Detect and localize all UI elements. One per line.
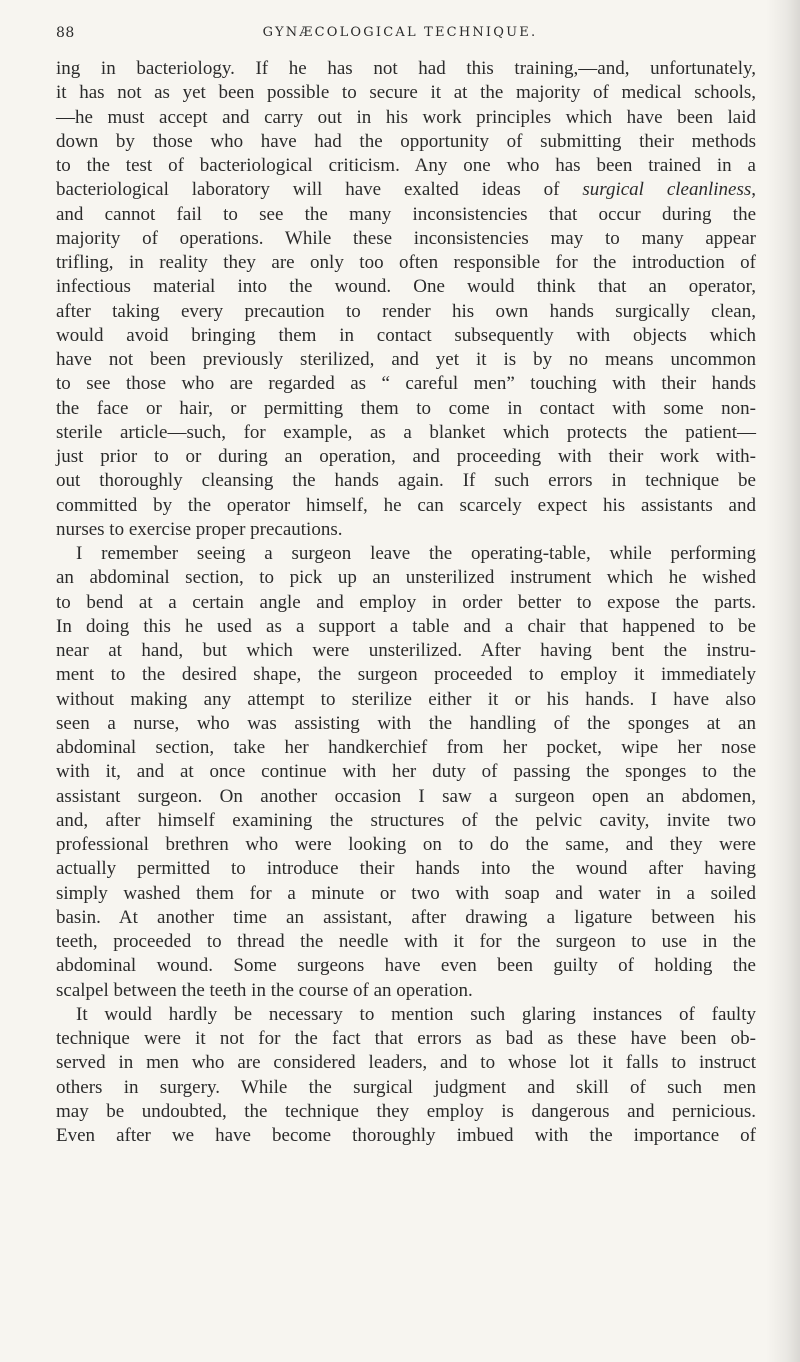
text-line: near at hand, but which were unsterilized. After having bent the instru-: [56, 640, 756, 661]
text-line: would avoid bringing them in contact subsequently with objects which: [56, 324, 756, 346]
text-line: an abdominal section, to pick up an unsterilized instrument which he wished: [56, 567, 756, 589]
text-line: served in men who are considered leaders, and to whose lot it falls to instruct: [56, 1052, 756, 1074]
text-line: may be undoubted, the technique they employ is dangerous and pernicious.: [56, 1100, 756, 1122]
text-line: sterile article—such, for example, as a blanket which protects the patient—: [56, 421, 756, 443]
paragraph-1: [56, 57, 756, 542]
text-line: it has not as yet been possible to secure it at the majority of medical schools,: [56, 82, 756, 104]
text-line: teeth, proceeded to thread the needle with it for the surgeon to use in the: [56, 931, 756, 952]
text-line: and, after himself examining the structures of the pelvic cavity, invite two: [56, 809, 756, 831]
text-line: actually permitted to introduce their hands into the wound after having: [56, 858, 756, 880]
emphasis: surgical cleanliness: [582, 179, 752, 201]
binding-shadow: [766, 0, 800, 1362]
text-line: basin. At another time an assistant, after drawing a ligature between his: [56, 906, 756, 928]
running-head: GYNÆCOLOGICAL TECHNIQUE.: [262, 25, 538, 40]
text-line: I remember seeing a surgeon leave the operating-table, while performing: [76, 543, 756, 564]
text-line: infectious material into the wound. One would think that an operator,: [56, 276, 756, 298]
text-line: Even after we have become thoroughly imbued with the importance of: [56, 1125, 756, 1146]
text-line: abdominal wound. Some surgeons have even been guilty of holding the: [56, 955, 756, 977]
text-line: simply washed them for a minute or two with soap and water in a soiled: [56, 882, 756, 904]
text-line: ment to the desired shape, the surgeon proceeded to employ it immediately: [56, 664, 756, 686]
text-line: majority of operations. While these inconsistencies may to many appear: [56, 227, 756, 249]
paragraph-3: [56, 1003, 756, 1149]
text-line: and cannot fail to see the many inconsistencies that occur during the: [56, 203, 756, 225]
text-line: scalpel between the teeth in the course of an operation.: [56, 979, 473, 1001]
text-line: ing in bacteriology. If he has not had this training,—and, unfortunately,: [56, 58, 756, 79]
text-line: committed by the operator himself, he can scarcely expect his assistants and: [56, 494, 756, 516]
page-number: 88: [56, 25, 75, 41]
text-line: trifling, in reality they are only too often responsible for the introduction of: [56, 252, 756, 273]
body-text: [56, 57, 756, 1148]
text-line: seen a nurse, who was assisting with the handling of the sponges at an: [56, 712, 756, 734]
text-line: to see those who are regarded as “ careful men” touching with their hands: [56, 373, 756, 395]
text-line: nurses to exercise proper precautions.: [56, 518, 343, 540]
text-line: professional brethren who were looking on to do the same, and they were: [56, 834, 756, 855]
text-line: to the test of bacteriological criticism. Any one who has been trained in a: [56, 155, 756, 176]
text-line: It would hardly be necessary to mention such glaring instances of faulty: [76, 1003, 756, 1025]
text-line: just prior to or during an operation, and proceeding with their work with-: [56, 446, 756, 467]
text-line: the face or hair, or permitting them to come in contact with some non-: [56, 397, 756, 419]
text-line: without making any attempt to sterilize either it or his hands. I have also: [56, 688, 756, 710]
paragraph-2: [56, 542, 756, 1003]
text-line: have not been previously sterilized, and yet it is by no means uncommon: [56, 349, 756, 370]
text-line: after taking every precaution to render his own hands surgically clean,: [56, 300, 756, 322]
text-line: out thoroughly cleansing the hands again. If such errors in technique be: [56, 470, 756, 492]
page-header: [0, 0, 800, 50]
text-line: abdominal section, take her handkerchief from her pocket, wipe her nose: [56, 737, 756, 758]
text-line: bacteriological laboratory will have exalted ideas of surgical cleanliness,: [56, 179, 756, 201]
text-line: technique were it not for the fact that errors as bad as these have been ob-: [56, 1028, 756, 1049]
text-line: assistant surgeon. On another occasion I saw a surgeon open an abdomen,: [56, 785, 756, 807]
text-line: to bend at a certain angle and employ in order better to expose the parts.: [56, 591, 756, 613]
text-line: —he must accept and carry out in his work principles which have been laid: [56, 106, 756, 128]
text-line: In doing this he used as a support a table and a chair that happened to be: [56, 615, 756, 637]
text-line: others in surgery. While the surgical judgment and skill of such men: [56, 1076, 756, 1098]
text-line: with it, and at once continue with her duty of passing the sponges to the: [56, 761, 756, 783]
text-line: down by those who have had the opportunity of submitting their methods: [56, 130, 756, 152]
